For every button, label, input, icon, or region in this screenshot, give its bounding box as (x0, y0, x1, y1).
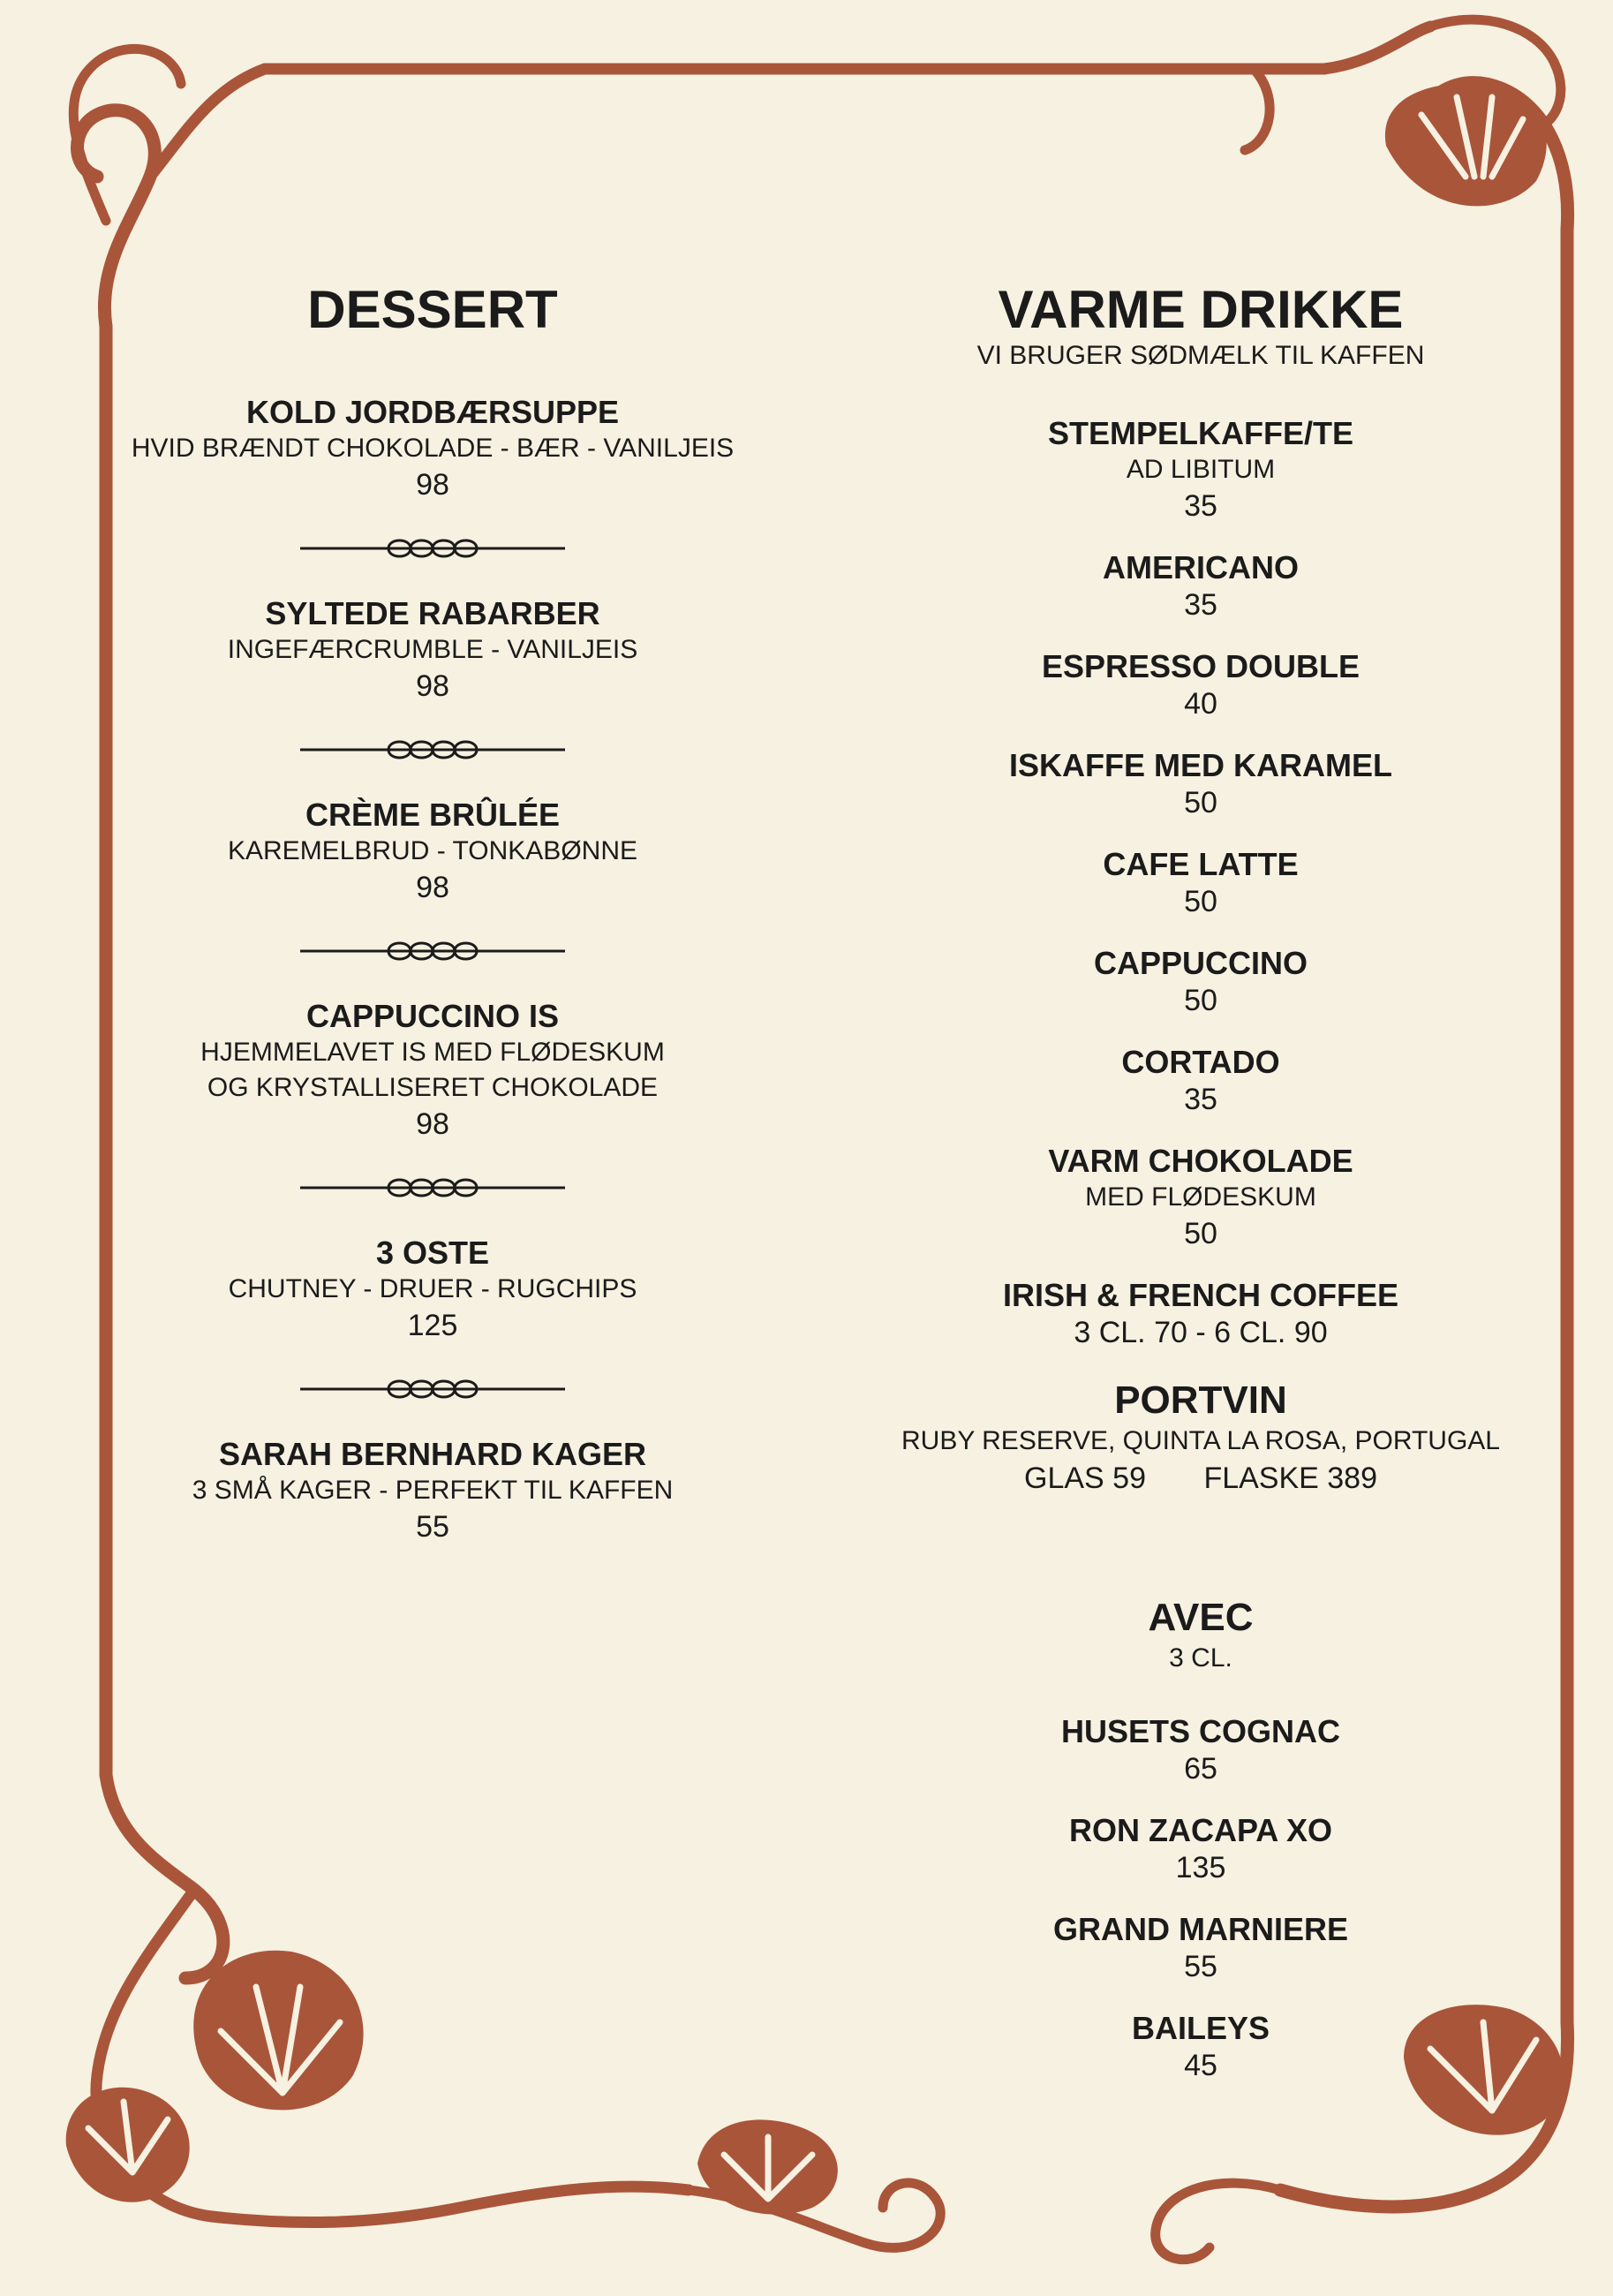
menu-item (883, 1713, 1519, 1787)
item-price: 98 (416, 871, 449, 904)
item-price: 35 (1184, 588, 1217, 622)
item-name: AMERICANO (1103, 549, 1299, 585)
item-name: SARAH BERNHARD KAGER (218, 1436, 646, 1472)
item-name: GRAND MARNIERE (1052, 1911, 1348, 1947)
dessert-column (124, 281, 742, 1545)
item-description: OG KRYSTALLISERET CHOKOLADE (207, 1073, 659, 1102)
drinks-column (883, 281, 1519, 2084)
item-price: 55 (416, 1510, 449, 1544)
item-description: AD LIBITUM (1126, 455, 1276, 484)
item-name: ISKAFFE MED KARAMEL (1009, 747, 1392, 783)
avec-list (883, 1713, 1519, 2084)
item-price: 55 (1184, 1950, 1217, 1983)
menu-item (883, 1911, 1519, 1985)
menu-item (883, 415, 1519, 525)
port-bottle-price: FLASKE 389 (1203, 1461, 1377, 1495)
menu-item (883, 846, 1519, 920)
item-name: HUSETS COGNAC (1060, 1713, 1341, 1749)
item-price: 45 (1184, 2049, 1217, 2082)
port-section (883, 1378, 1519, 1498)
item-name: CORTADO (1121, 1044, 1280, 1080)
avec-section (883, 1595, 1519, 2084)
drinks-subtitle: VI BRUGER SØDMÆLK TIL KAFFEN (976, 341, 1425, 370)
item-price: 35 (1184, 489, 1217, 523)
menu-item (124, 1235, 742, 1344)
menu-item (883, 1277, 1519, 1351)
item-name: VARM CHOKOLADE (1048, 1143, 1353, 1179)
menu-item (883, 1812, 1519, 1886)
item-name: RON ZACAPA XO (1068, 1812, 1332, 1848)
item-price: 98 (416, 1107, 449, 1141)
menu-item (883, 2010, 1519, 2084)
item-price: 50 (1184, 984, 1217, 1017)
menu-item (883, 1143, 1519, 1252)
menu-item (124, 797, 742, 906)
item-name: CAPPUCCINO IS (305, 998, 560, 1034)
menu-item (883, 1044, 1519, 1118)
menu-item (124, 394, 742, 503)
ornament-divider (300, 735, 565, 765)
item-price: 50 (1184, 1217, 1217, 1250)
dessert-list (124, 394, 742, 1545)
item-price: 98 (416, 468, 449, 502)
port-prices (883, 1459, 1519, 1498)
item-description: HJEMMELAVET IS MED FLØDESKUM (200, 1038, 665, 1067)
item-name: IRISH & FRENCH COFFEE (1002, 1277, 1398, 1313)
dessert-title: DESSERT (307, 280, 558, 339)
menu-item (883, 747, 1519, 821)
avec-subtitle: 3 CL. (1169, 1643, 1232, 1673)
item-price: 125 (407, 1309, 458, 1342)
item-description: INGEFÆRCRUMBLE - VANILJEIS (227, 635, 638, 664)
menu-item (883, 945, 1519, 1019)
item-price: 50 (1184, 885, 1217, 918)
item-description: MED FLØDESKUM (1085, 1182, 1316, 1212)
item-description: 3 SMÅ KAGER - PERFEKT TIL KAFFEN (192, 1476, 674, 1505)
item-price: 40 (1184, 687, 1217, 721)
item-name: BAILEYS (1131, 2010, 1270, 2046)
menu-item (124, 998, 742, 1143)
item-name: STEMPELKAFFE/TE (1047, 415, 1353, 451)
item-description: HVID BRÆNDT CHOKOLADE - BÆR - VANILJEIS (131, 434, 735, 463)
menu-item (124, 595, 742, 705)
item-name: ESPRESSO DOUBLE (1041, 648, 1360, 684)
menu-item (883, 549, 1519, 623)
item-name: CRÈME BRÛLÉE (305, 797, 561, 833)
item-price: 35 (1184, 1083, 1217, 1116)
item-description: CHUTNEY - DRUER - RUGCHIPS (228, 1274, 637, 1303)
item-name: KOLD JORDBÆRSUPPE (245, 394, 620, 430)
item-price: 3 CL. 70 - 6 CL. 90 (1074, 1316, 1328, 1349)
item-price: 98 (416, 669, 449, 703)
ornament-divider (300, 936, 565, 966)
avec-title: AVEC (1148, 1596, 1254, 1639)
ornament-divider (300, 1173, 565, 1203)
port-desc: RUBY RESERVE, QUINTA LA ROSA, PORTUGAL (901, 1426, 1500, 1455)
ornament-divider (300, 1374, 565, 1404)
port-glass-price: GLAS 59 (1024, 1461, 1146, 1495)
item-price: 135 (1175, 1851, 1226, 1884)
drinks-title: VARME DRIKKE (998, 280, 1404, 339)
ornament-divider (300, 533, 565, 563)
coffee-list (883, 415, 1519, 1351)
item-name: SYLTEDE RABARBER (265, 595, 600, 631)
item-description: KAREMELBRUD - TONKABØNNE (228, 836, 637, 865)
item-price: 65 (1184, 1752, 1217, 1786)
menu-item (883, 648, 1519, 722)
menu-item (124, 1436, 742, 1545)
item-name: CAPPUCCINO (1093, 945, 1308, 981)
port-title: PORTVIN (1114, 1378, 1287, 1422)
item-price: 50 (1184, 786, 1217, 819)
item-name: 3 OSTE (375, 1235, 490, 1271)
item-name: CAFE LATTE (1103, 846, 1299, 882)
